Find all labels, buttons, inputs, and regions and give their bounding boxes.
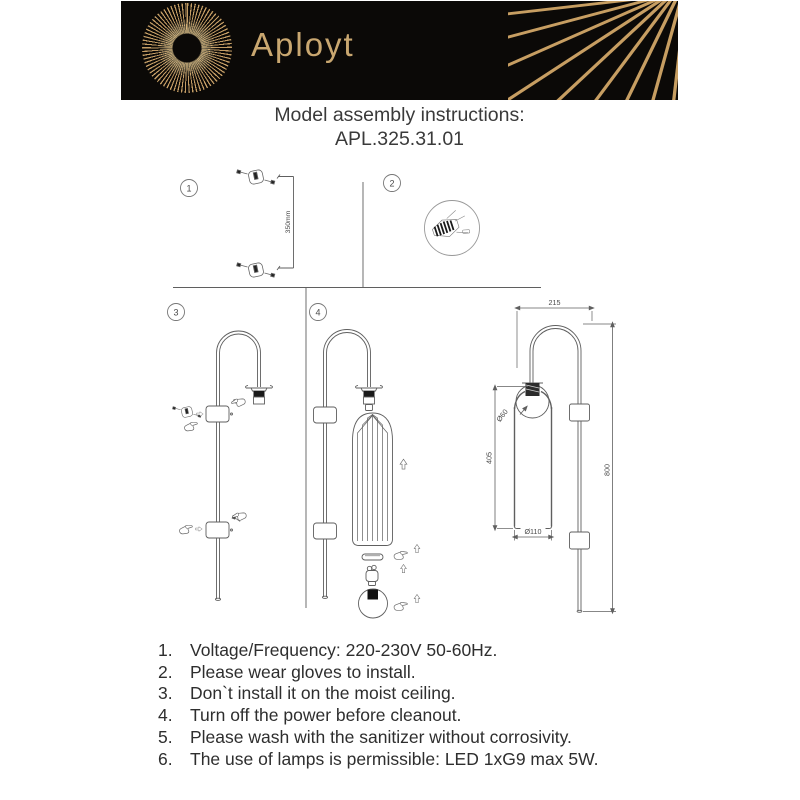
total-height-dimension: 800 [602,464,612,476]
shade-height-dimension: 405 [484,452,494,464]
top-width-dimension: 215 [548,298,561,307]
item-number: 6. [158,748,173,769]
panel-4-number: 4 [315,307,321,318]
item-text: Turn off the power before cleanout. [190,705,462,726]
corner-rays-icon [508,1,678,100]
ribbed-shade-drawing [353,413,393,546]
item-number: 1. [158,640,173,660]
list-item [158,640,678,662]
model-code: APL.325.31.01 [334,127,465,150]
item-text: Please wear gloves to install. [190,661,416,682]
item-text: The use of lamps is permissible: LED 1xG9 max 5W. [190,748,599,769]
item-number: 3. [158,683,173,704]
panel-1-number: 1 [186,183,192,194]
instruction-list [158,640,678,770]
assembly-diagram [0,160,800,638]
list-item [158,705,678,727]
starburst-logo-icon [142,3,232,93]
page-title: Model assembly instructions: [274,104,525,126]
list-item [158,662,678,684]
brand-name: Aployt [251,26,355,63]
item-text: Voltage/Frequency: 220-230V 50-60Hz. [190,640,498,660]
mount-spacing-dimension: 350mm [285,210,292,234]
lamp-parts-drawing [359,554,388,618]
panel-3-number: 3 [173,307,179,318]
panel-1-mounting [181,169,294,278]
panel-4-shade-assembly [310,304,420,619]
list-item [158,683,678,705]
title-block [121,104,678,151]
item-number: 5. [158,726,173,747]
panel-3-frame-assembly [168,304,273,601]
brand-banner [121,1,678,100]
item-number: 4. [158,705,173,726]
list-item [158,727,678,749]
item-text: Please wash with the sanitizer without corrosivity. [190,726,572,747]
terminal-block-drawing [429,208,470,243]
item-number: 2. [158,661,173,682]
item-text: Don`t install it on the moist ceiling. [190,683,456,704]
shade-diameter-dimension: Ø110 [524,527,542,536]
panel-2-number: 2 [389,178,395,189]
ball-diameter-dimension: Ø60 [494,407,510,424]
dimension-drawing [485,298,617,612]
panel-2-wiring-detail [384,175,480,256]
list-item [158,749,678,771]
